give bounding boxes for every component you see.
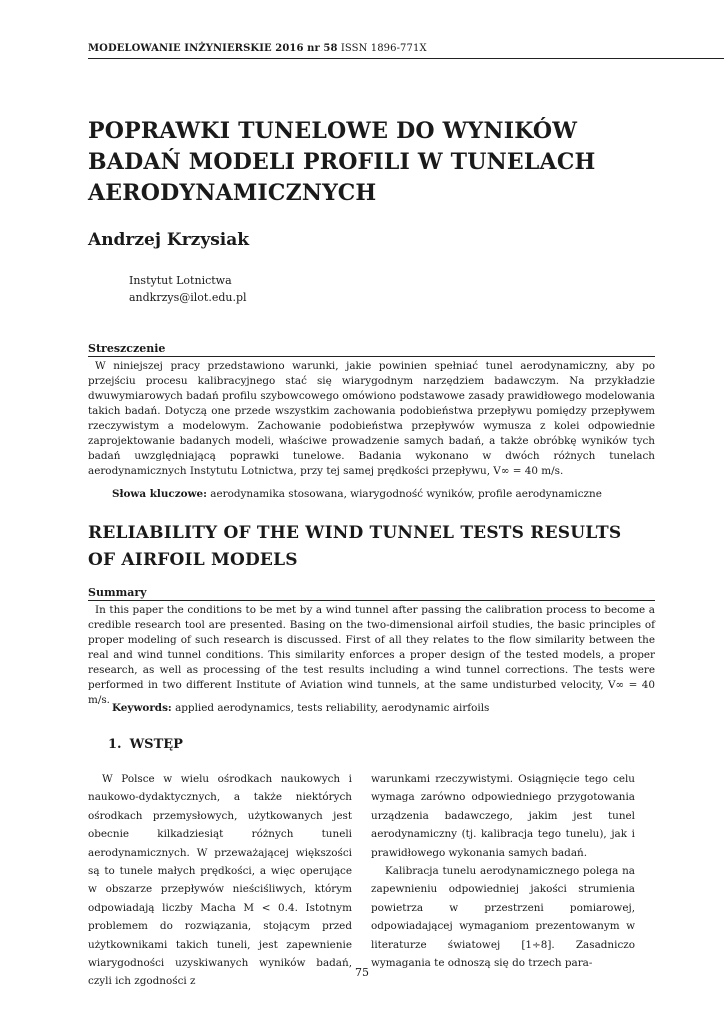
intro-paragraph-2: Kalibracja tunelu aerodynamicznego polega na zapewnieniu odpowiedniej jakości strumienia powietrza w przestrzeni pomiarowej, odpowiadającej wymaganiom prezentowanym w literaturze światowej [1÷8]. Zasadniczo wymagania te odnoszą się do trzech para- [371,865,635,970]
intro-paragraph-1: W Polsce w wielu ośrodkach naukowych i naukowo-dydaktycznych, a także niektórych ośrodkach przemysłowych, użytkowanych jest obecnie kilkadziesiąt różnych tuneli aerodynamicznych. W przeważającej większości są to tunele małych prędkości, a więc operujące w obszarze przepływów nieściśliwych, którym odpowiadają liczby Macha M < 0.4. Istotnym problemem do rozwiązania, stojącym przed użytkownikami takich tuneli, jest zapewnienie wiarygodności uzyskiwanych wyników badań, czyli ich zgodności z [88,773,352,988]
abstract-pl-text: W niniejszej pracy przedstawiono warunki, jakie powinien spełniać tunel aerodynamiczny, aby po przejściu procesu kalibracyjnego stać się wiarygodnym narzędziem badawczym. Na przykładzie dwuwymiarowych badań profilu szybowcowego omówiono podstawowe zasady prawidłowego modelowania takich badań. Dotyczą one przede wszystkim zachowania podobieństwa przepływu pomiędzy przepływem rzeczywistym a modelowym. Zachowanie podobieństwa przepływów wymusza z kolei odpowiednie zaprojektowanie badanych modeli, właściwe prowadzenie samych badań, a także obróbkę wyników tych badań uwzględniającą poprawki tunelowe. Badania wykonano w dwóch różnych tunelach aerodynamicznych Instytutu Lotnictwa, przy tej samej prędkości przepływu, V∞ = 40 m/s. [88,360,655,477]
keywords-pl [112,488,602,500]
page-number: 75 [355,966,369,979]
abstract-pl-heading [88,342,655,357]
issn: ISSN 1896-771X [340,43,427,54]
running-header [88,43,427,54]
body-column-left [88,770,352,991]
section-heading-intro [108,737,183,752]
abstract-en-heading-label: Summary [88,586,147,599]
institution: Instytut Lotnictwa [129,274,232,287]
author-email: andkrzys@ilot.edu.pl [129,291,247,304]
affiliation [129,272,247,306]
header-rule [88,58,724,59]
keywords-pl-label: Słowa kluczowe: [112,488,207,500]
keywords-en-label: Keywords: [112,702,172,714]
paper-title-en: RELIABILITY OF THE WIND TUNNEL TESTS RESULTS OF AIRFOIL MODELS [88,523,622,570]
abstract-pl-rule [88,356,655,357]
paper-title-pl: POPRAWKI TUNELOWE DO WYNIKÓW BADAŃ MODELI PROFILI W TUNELACH AERODYNAMICZNYCH [88,118,596,206]
keywords-en [112,702,489,714]
keywords-en-list: applied aerodynamics, tests reliability, aerodynamic airfoils [175,702,490,714]
body-column-right [371,770,635,972]
journal-name: MODELOWANIE INŻYNIERSKIE 2016 nr 58 [88,43,338,54]
section-number: 1. [108,737,122,752]
keywords-pl-list: aerodynamika stosowana, wiarygodność wyników, profile aerodynamiczne [210,488,602,500]
section-title: WSTĘP [129,737,183,752]
abstract-en-text: In this paper the conditions to be met by a wind tunnel after passing the calibration process to become a credible research tool are presented. Basing on the two-dimensional airfoil studies, the basic principles of proper modeling of such research is discussed. First of all they relates to the flow similarity between the real and wind tunnel conditions. This similarity enforces a proper design of the tested models, a proper research, as well as processing of the test results including a wind tunnel corrections. The tests were performed in two different Institute of Aviation wind tunnels, at the same undisturbed velocity, V∞ = 40 m/s. [88,604,655,706]
abstract-en-heading [88,586,655,601]
intro-paragraph-1-continued: warunkami rzeczywistymi. Osiągnięcie tego celu wymaga zarówno odpowiedniego przygotowania urządzenia badawczego, jakim jest tunel aerodynamiczny (tj. kalibracja tego tunelu), jak i prawidłowego wykonania samych badań. [371,773,635,859]
author-name: Andrzej Krzysiak [88,230,250,250]
abstract-pl-heading-label: Streszczenie [88,342,166,355]
abstract-en-rule [88,600,655,601]
